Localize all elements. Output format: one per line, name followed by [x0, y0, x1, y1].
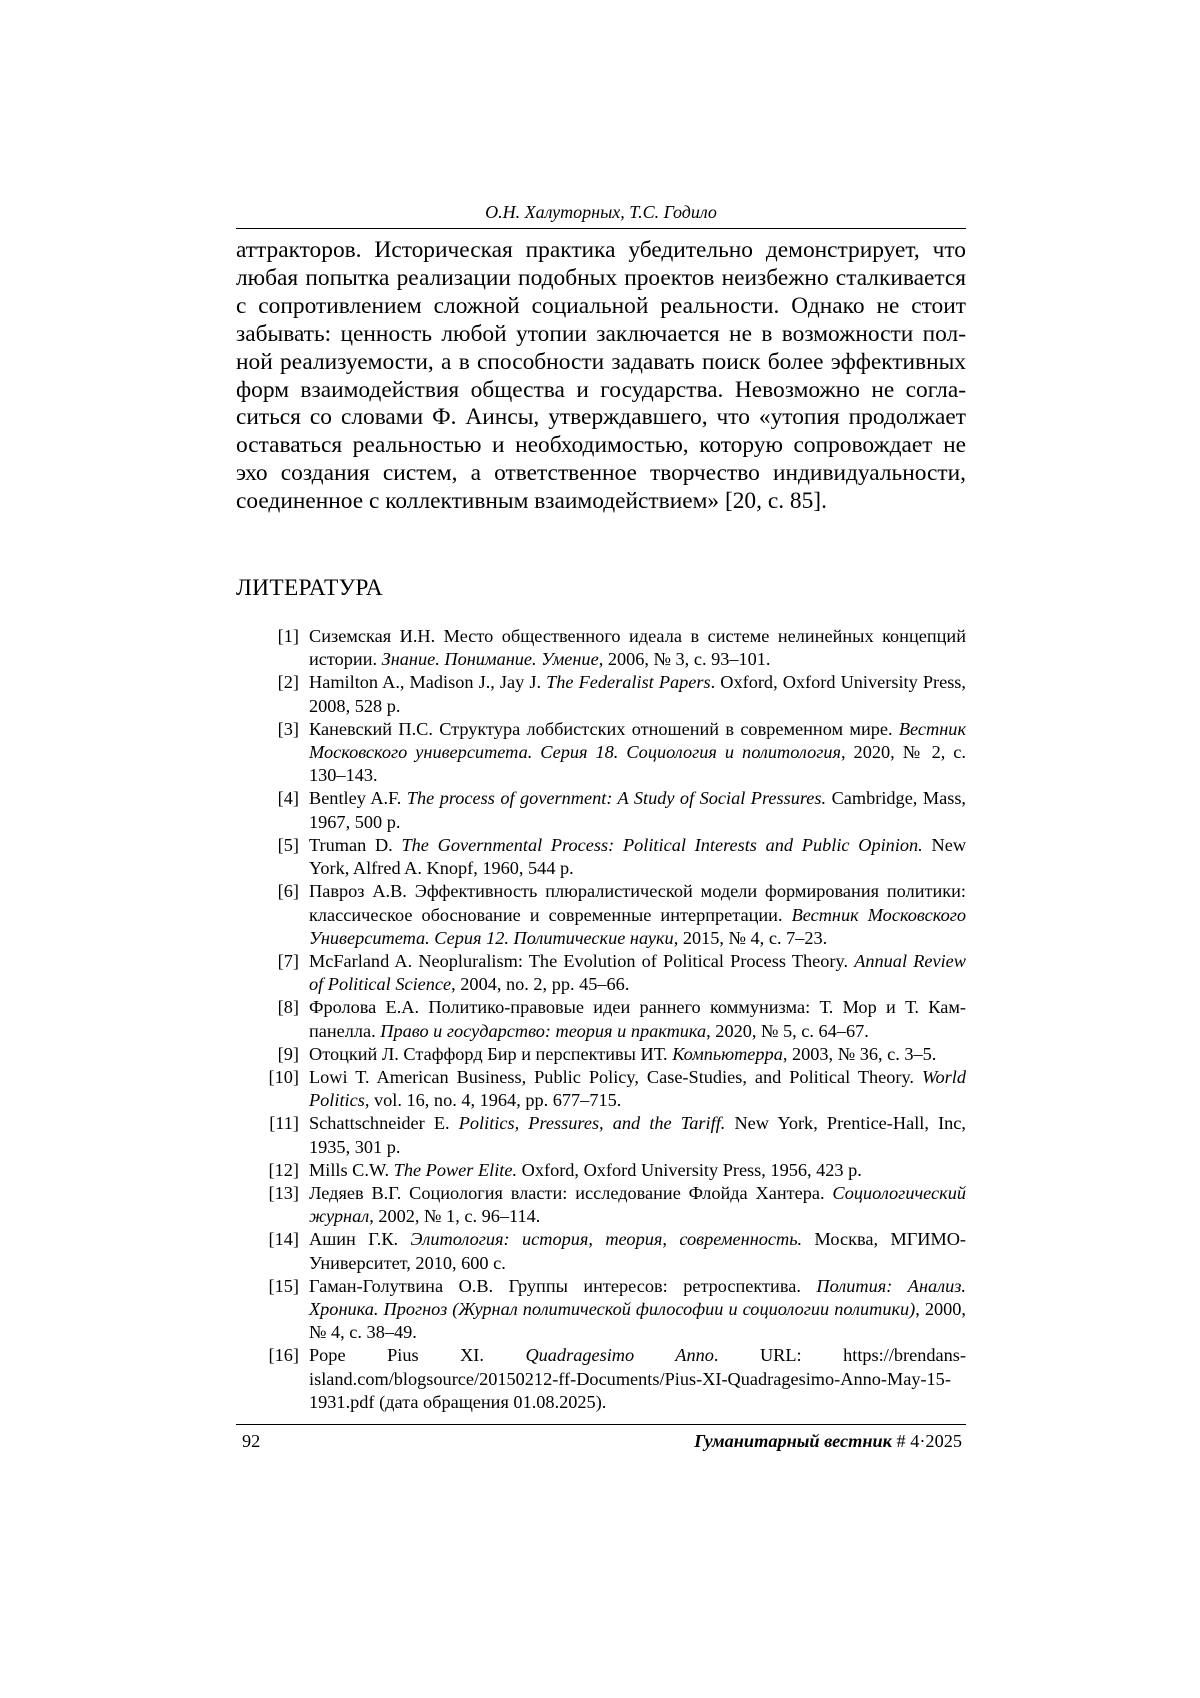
- reference-source: Элитология: история, теория, современность.: [410, 1229, 803, 1250]
- reference-text: [309, 788, 966, 831]
- body-paragraph: аттракторов. Историческая практика убедительно демонстрирует, что любая попытка реализации подобных проектов неизбежно сталкивается с сопротивлением сложной социальной реальности. Однако не стоит забывать: ценность любой утопии заключается не в возможности полной реализуемости, а в способности задавать поиск более эффективных форм взаимодействия общества и государства. Невозможно не согласиться со словами Ф. Аинсы, утверждавшего, что «утопия продолжает оставаться реальностью и необходимостью, которую сопровождает не эхо создания систем, а ответственное творчество индивидуальности, соединенное с коллективным взаимодействием» [20, с. 85].: [236, 237, 966, 515]
- reference-authors-title: Ледяев В.Г. Социология власти: исследование Флойда Хантера.: [309, 1182, 833, 1203]
- reference-item: [236, 880, 966, 950]
- reference-number: [13]: [268, 1182, 299, 1203]
- journal-name: Гуманитарный вестник: [694, 1430, 892, 1451]
- reference-text: [309, 1044, 936, 1064]
- reference-details: , 2000, № 4, с. 38–49.: [309, 1298, 967, 1343]
- reference-source: The Power Elite.: [393, 1159, 518, 1180]
- reference-authors-title: Schattschneider E.: [309, 1113, 459, 1134]
- reference-text: [309, 1067, 966, 1110]
- reference-details: , 2004, no. 2, pp. 45–66.: [451, 974, 630, 995]
- reference-details: Москва, МГИМО-Университет, 2010, 600 с.: [309, 1229, 967, 1273]
- reference-details: , 2020, № 5, с. 64–67.: [706, 1020, 869, 1041]
- reference-number: [5]: [277, 834, 299, 855]
- reference-number: [4]: [277, 788, 299, 809]
- reference-authors-title: Lowi T. American Business, Public Policy, Case-Studies, and Political Theory.: [309, 1066, 922, 1087]
- reference-details: Oxford, Oxford University Press, 1956, 423 p.: [517, 1159, 862, 1180]
- running-head-authors: О.Н. Халуторных, Т.С. Годило: [236, 200, 966, 229]
- reference-item: [236, 671, 966, 717]
- reference-text: [309, 1345, 966, 1411]
- reference-authors-title: Сиземская И.Н. Место общественного идеала в системе нелинейных концепций истории.: [309, 626, 966, 670]
- page-footer: [236, 1424, 966, 1453]
- reference-text: [309, 719, 966, 785]
- reference-item: [236, 1043, 966, 1066]
- reference-details: , 2003, № 36, с. 3–5.: [782, 1043, 937, 1064]
- reference-authors-title: Hamilton A., Madison J., Jay J.: [309, 672, 547, 693]
- references-heading: ЛИТЕРАТУРА: [236, 575, 383, 602]
- reference-number: [6]: [277, 881, 299, 902]
- reference-item: [236, 1344, 966, 1414]
- journal-issue: [694, 1429, 966, 1453]
- reference-source: Вестник Московского университета. Серия 18. Социология и политология: [309, 718, 966, 763]
- reference-text: [309, 835, 966, 878]
- reference-item: [236, 996, 966, 1042]
- reference-number: [15]: [268, 1275, 299, 1296]
- reference-item: [236, 950, 966, 996]
- reference-source: World Politics: [309, 1066, 966, 1111]
- reference-details: New York, Alfred A. Knopf, 1960, 544 p.: [309, 834, 967, 879]
- reference-authors-title: Каневский П.С. Структура лоббистских отношений в современном мире.: [309, 718, 899, 739]
- reference-details: New York, Prentice-Hall, Inc, 1935, 301 p.: [309, 1113, 966, 1157]
- reference-details: , 2002, № 1, с. 96–114.: [369, 1206, 541, 1227]
- reference-source: Право и государство: теория и практика: [380, 1020, 707, 1041]
- reference-text: [309, 626, 966, 669]
- page: [236, 200, 966, 1453]
- reference-item: [236, 1066, 966, 1112]
- reference-details: , 2006, № 3, с. 93–101.: [598, 649, 771, 670]
- reference-number: [1]: [277, 626, 299, 647]
- reference-authors-title: Pope Pius XI.: [309, 1345, 526, 1366]
- reference-details: , vol. 16, no. 4, 1964, pp. 677–715.: [364, 1090, 622, 1111]
- reference-source: Quadragesimo Anno: [525, 1345, 714, 1366]
- reference-number: [11]: [269, 1113, 299, 1134]
- reference-authors-title: McFarland A. Neopluralism: The Evolution of Political Process Theory.: [309, 950, 855, 971]
- reference-text: [309, 881, 966, 947]
- reference-text: [309, 1113, 966, 1156]
- reference-item: [236, 787, 966, 833]
- reference-authors-title: Отоцкий Л. Стаффорд Бир и перспективы ИТ.: [309, 1043, 673, 1064]
- references-list: [236, 625, 966, 1414]
- reference-source: Полития: Анализ. Хроника. Прогноз (Журнал политической философии и социологии политики): [309, 1275, 966, 1319]
- reference-text: [309, 951, 966, 994]
- reference-details: , 2020, № 2, с. 130–143.: [309, 742, 966, 786]
- reference-source: Вестник Московского Университета. Серия 12. Политические науки: [309, 904, 967, 948]
- reference-authors-title: Bentley A.F.: [309, 788, 407, 809]
- reference-details: , 2015, № 4, с. 7–23.: [673, 927, 828, 948]
- reference-number: [14]: [268, 1229, 299, 1250]
- reference-details: . Oxford, Oxford University Press, 2008, 528 p.: [309, 672, 966, 716]
- reference-text: [309, 1229, 966, 1272]
- reference-text: [309, 672, 966, 715]
- reference-source: Annual Review of Political Science: [309, 950, 966, 995]
- reference-item: [236, 625, 966, 671]
- reference-source: Социологический журнал: [309, 1182, 966, 1227]
- reference-item: [236, 1275, 966, 1345]
- reference-number: [10]: [268, 1066, 299, 1087]
- reference-item: [236, 1159, 966, 1182]
- reference-item: [236, 834, 966, 880]
- reference-authors-title: Гаман-Голутвина О.В. Группы интересов: ретроспектива.: [309, 1275, 817, 1296]
- reference-number: [16]: [268, 1345, 299, 1366]
- reference-text: [309, 1160, 862, 1180]
- reference-authors-title: Truman D.: [309, 834, 402, 855]
- reference-number: [7]: [277, 950, 299, 971]
- reference-details: Cambridge, Mass, 1967, 500 p.: [309, 788, 967, 832]
- reference-number: [12]: [268, 1159, 299, 1180]
- reference-text: [309, 1276, 966, 1342]
- reference-source: Компьютерра: [672, 1043, 783, 1064]
- reference-authors-title: Фролова Е.А. Политико-правовые идеи раннего коммунизма: Т. Мор и Т. Кампанелла.: [309, 997, 966, 1041]
- reference-text: [309, 1183, 966, 1226]
- reference-source: The process of government: A Study of Social Pressures.: [406, 788, 827, 809]
- reference-item: [236, 1228, 966, 1274]
- reference-source: Politics, Pressures, and the Tariff.: [458, 1113, 726, 1134]
- reference-item: [236, 1182, 966, 1228]
- reference-item: [236, 1112, 966, 1158]
- reference-authors-title: Ашин Г.К.: [309, 1229, 411, 1250]
- reference-number: [2]: [277, 672, 299, 693]
- reference-number: [3]: [277, 718, 299, 739]
- reference-source: Знание. Понимание. Умение: [381, 649, 599, 670]
- reference-number: [9]: [277, 1043, 299, 1064]
- reference-text: [309, 997, 966, 1040]
- reference-authors-title: Mills C.W.: [309, 1159, 394, 1180]
- page-number: 92: [242, 1430, 261, 1451]
- reference-source: The Federalist Papers: [546, 672, 711, 693]
- reference-source: The Governmental Process: Political Interests and Public Opinion.: [401, 834, 923, 855]
- issue-number: # 4·2025: [896, 1430, 962, 1451]
- reference-details: . URL: https://brendans-island.com/blogsource/20150212-ff-Documents/Pius-XI-Quadragesimo-Anno-May-15-1931.pdf (дата обращения 01.08.2025).: [309, 1345, 966, 1412]
- reference-number: [8]: [277, 997, 299, 1018]
- reference-item: [236, 718, 966, 788]
- reference-authors-title: Павроз А.В. Эффективность плюралистической модели формирования политики: классическое обоснование и современные интерпретации.: [309, 881, 966, 925]
